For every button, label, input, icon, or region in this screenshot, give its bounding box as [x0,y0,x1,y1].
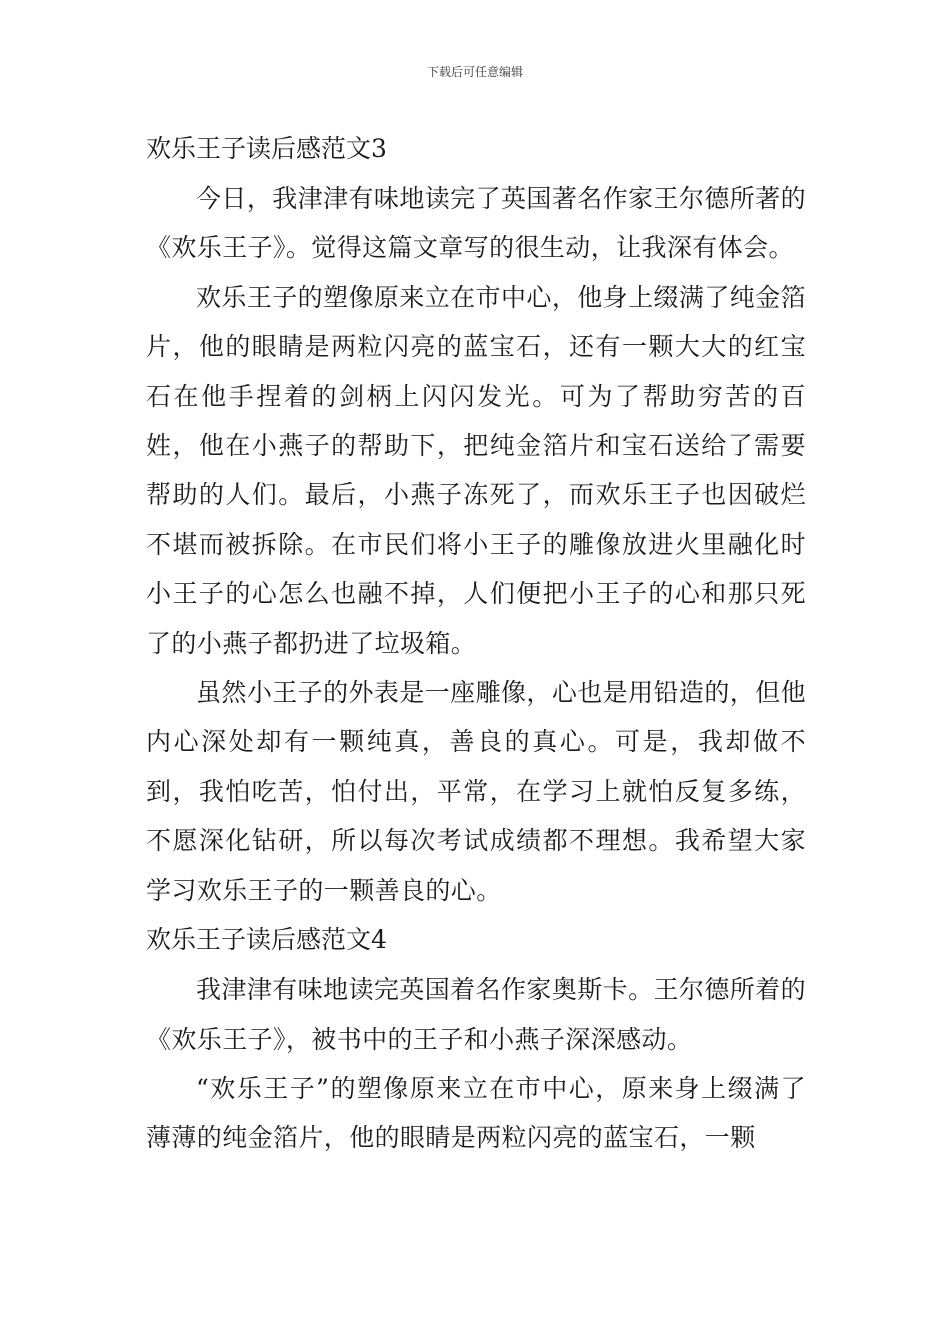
paragraph: “欢乐王子”的塑像原来立在市中心，原来身上缀满了薄薄的纯金箔片，他的眼睛是两粒闪亮的蓝宝石，一颗 [146,1073,806,1153]
section-heading: 欢乐王子读后感范文3 [146,134,387,163]
section-heading: 欢乐王子读后感范文4 [146,925,387,955]
section-essay-3 [146,124,806,915]
document-body [146,124,806,1163]
paragraph: 今日，我津津有味地读完了英国著名作家王尔德所著的《欢乐王子》。觉得这篇文章写的很生动，让我深有体会。 [146,184,806,263]
section-essay-4 [146,915,806,1163]
header-note: 下载后可任意编辑 [426,65,523,79]
paragraph: 虽然小王子的外表是一座雕像，心也是用铅造的，但他内心深处却有一颗纯真，善良的真心。可是，我却做不到，我怕吃苦，怕付出，平常，在学习上就怕反复多练，不愿深化钻研，所以每次考试成绩都不理想。我希望大家学习欢乐王子的一颗善良的心。 [146,678,806,905]
paragraph: 我津津有味地读完英国着名作家奥斯卡。王尔德所着的《欢乐王子》，被书中的王子和小燕子深深感动。 [146,975,806,1054]
paragraph: 欢乐王子的塑像原来立在市中心，他身上缀满了纯金箔片，他的眼睛是两粒闪亮的蓝宝石，还有一颗大大的红宝石在他手捏着的剑柄上闪闪发光。可为了帮助穷苦的百姓，他在小燕子的帮助下，把纯金箔片和宝石送给了需要帮助的人们。最后，小燕子冻死了，而欢乐王子也因破烂不堪而被拆除。在市民们将小王子的雕像放进火里融化时小王子的心怎么也融不掉，人们便把小王子的心和那只死了的小燕子都扔进了垃圾箱。 [146,282,806,658]
